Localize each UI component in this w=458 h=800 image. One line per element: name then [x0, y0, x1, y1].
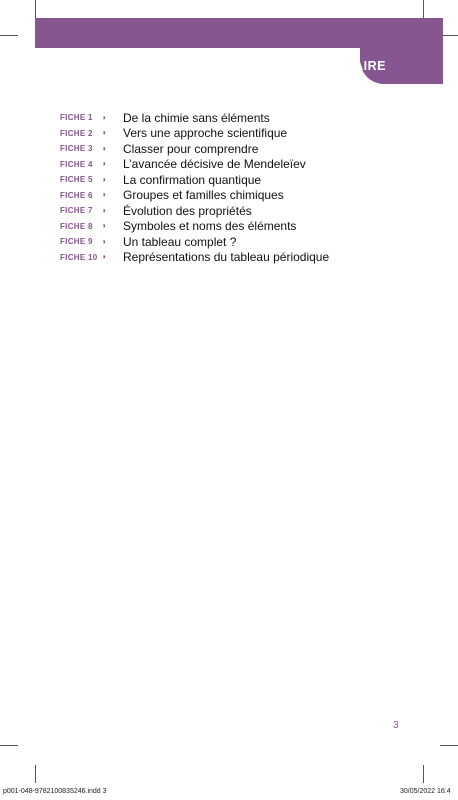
toc-item-title: Un tableau complet ?: [123, 234, 237, 249]
crop-mark: [423, 765, 424, 783]
toc-item-title: Groupes et familles chimiques: [123, 188, 284, 203]
fiche-label: FICHE 6: [60, 190, 93, 200]
crop-mark: [0, 745, 18, 746]
toc-item[interactable]: [60, 219, 420, 235]
crop-mark: [35, 0, 36, 18]
right-triangle-marker-icon: ◗: [102, 252, 107, 262]
crop-mark: [423, 0, 424, 18]
toc-item-title: De la chimie sans éléments: [123, 110, 270, 125]
right-triangle-marker-icon: ◗: [102, 143, 107, 153]
right-triangle-marker-icon: ◗: [102, 236, 107, 246]
crop-mark: [0, 35, 18, 36]
fiche-label: FICHE 2: [60, 128, 93, 138]
right-triangle-marker-icon: ◗: [102, 174, 107, 184]
toc-item[interactable]: [60, 234, 420, 250]
footer-date: 30/05/2022 16:4: [400, 788, 451, 795]
fiche-label: FICHE 3: [60, 144, 93, 154]
fiche-label: FICHE 4: [60, 159, 93, 169]
fiche-label: FICHE 8: [60, 221, 93, 231]
toc-item[interactable]: [60, 188, 420, 204]
toc-item-title: Évolution des propriétés: [123, 203, 252, 218]
right-triangle-marker-icon: ◗: [102, 190, 107, 200]
toc-item[interactable]: [60, 126, 420, 142]
crop-mark: [440, 745, 458, 746]
toc-item-title: Symboles et noms des éléments: [123, 219, 297, 234]
page-title: SOMMAIRE: [313, 59, 386, 73]
toc-item-title: La confirmation quantique: [123, 172, 262, 187]
fiche-label: FICHE 10: [60, 252, 98, 262]
toc-item-title: Vers une approche scientifique: [123, 126, 288, 141]
fiche-label: FICHE 9: [60, 237, 93, 247]
toc-item-title: Classer pour comprendre: [123, 141, 259, 156]
toc-item[interactable]: [60, 110, 420, 126]
fiche-label: FICHE 5: [60, 175, 93, 185]
right-triangle-marker-icon: ◗: [102, 159, 107, 169]
toc-item[interactable]: [60, 203, 420, 219]
toc-item-title: L’avancée décisive de Mendeleïev: [123, 157, 306, 172]
fiche-label: FICHE 1: [60, 113, 93, 123]
right-triangle-marker-icon: ◗: [102, 112, 107, 122]
toc-item[interactable]: [60, 172, 420, 188]
fiche-label: FICHE 7: [60, 206, 93, 216]
toc-item-title: Représentations du tableau périodique: [123, 250, 330, 265]
right-triangle-marker-icon: ◗: [102, 205, 107, 215]
toc-item[interactable]: [60, 141, 420, 157]
right-triangle-marker-icon: ◗: [102, 128, 107, 138]
toc-item[interactable]: [60, 250, 420, 266]
toc-item[interactable]: [60, 157, 420, 173]
page-number: 3: [393, 720, 399, 731]
right-triangle-marker-icon: ◗: [102, 221, 107, 231]
crop-mark: [35, 765, 36, 783]
table-of-contents: [60, 110, 420, 265]
title-notch: [360, 18, 443, 84]
footer-file: p001-048-9782100835246.indd 3: [3, 788, 107, 795]
